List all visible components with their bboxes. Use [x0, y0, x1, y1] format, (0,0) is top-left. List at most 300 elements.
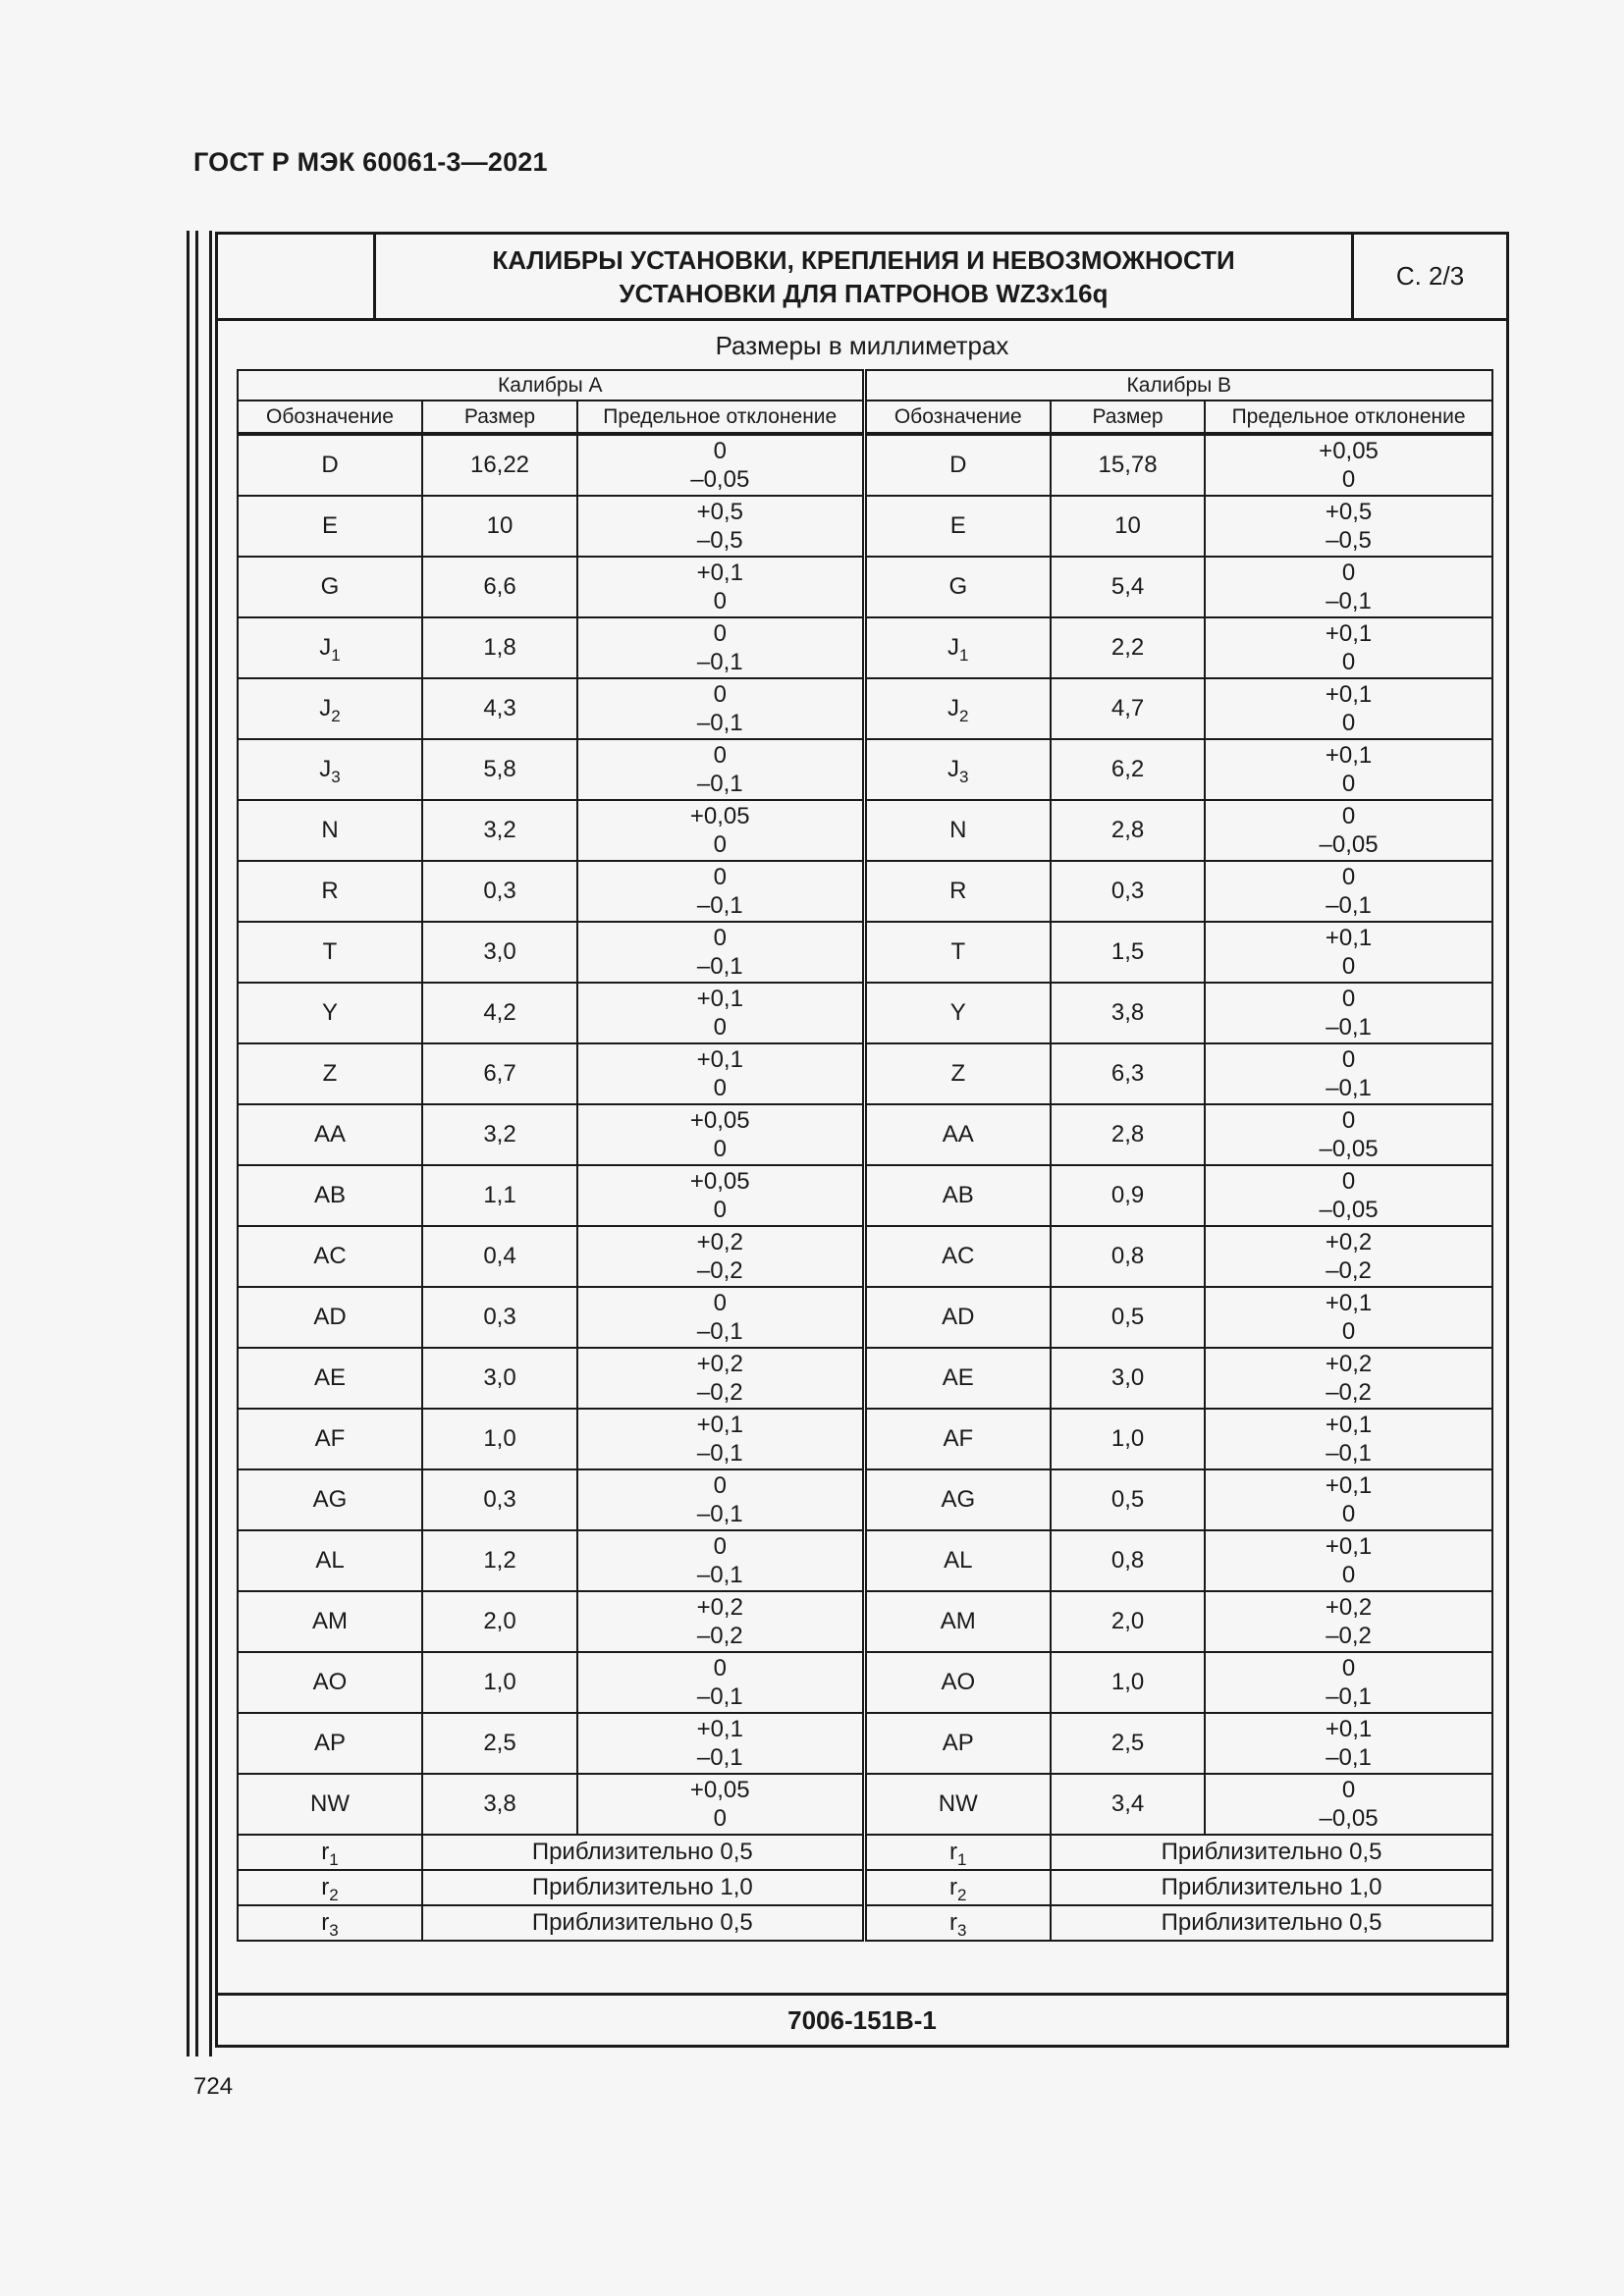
- units-caption: Размеры в миллиметрах: [715, 331, 1009, 360]
- upper-deviation: 0: [713, 620, 727, 647]
- designation-symbol: AD: [942, 1304, 975, 1330]
- designation-cell: [238, 1713, 422, 1774]
- designation-symbol: AD: [313, 1304, 347, 1330]
- designation-symbol: AL: [944, 1547, 973, 1574]
- tolerance-cell: [1205, 1226, 1492, 1287]
- tolerance-cell: [1205, 1348, 1492, 1409]
- radius-value-b: Приблизительно 0,5: [1051, 1905, 1492, 1941]
- tolerance-cell: [1205, 922, 1492, 983]
- table-row: [238, 922, 1492, 983]
- designation-symbol: D: [949, 452, 967, 478]
- designation-symbol: J: [947, 756, 960, 782]
- designation-symbol: T: [322, 938, 338, 965]
- designation-subscript: 2: [329, 1886, 339, 1904]
- upper-deviation: +0,1: [1325, 1533, 1373, 1560]
- size-cell-b: 5,4: [1051, 557, 1205, 617]
- size-cell-b: 2,8: [1051, 800, 1205, 861]
- tolerance-cell: [1205, 1165, 1492, 1226]
- designation-cell: [238, 1043, 422, 1104]
- lower-deviation: –0,1: [1326, 1440, 1372, 1467]
- tolerance-cell: [577, 1713, 864, 1774]
- designation-cell: [864, 1226, 1051, 1287]
- designation-cell: [238, 1774, 422, 1835]
- binding-margin-lines: [187, 231, 212, 2056]
- lower-deviation: –0,2: [1326, 1379, 1372, 1406]
- size-cell-b: 2,2: [1051, 617, 1205, 678]
- designation-cell: [238, 557, 422, 617]
- radius-value-b: Приблизительно 1,0: [1051, 1870, 1492, 1905]
- table-row: [238, 861, 1492, 922]
- size-cell-a: 4,3: [422, 678, 577, 739]
- lower-deviation: 0: [1341, 1501, 1356, 1527]
- page-number: 724: [193, 2073, 234, 2100]
- tolerance-cell: [1205, 1713, 1492, 1774]
- designation-cell: [864, 1652, 1051, 1713]
- upper-deviation: +0,1: [1325, 1472, 1373, 1499]
- tolerance-cell: [1205, 1652, 1492, 1713]
- tolerance-cell: [1205, 678, 1492, 739]
- document-header: ГОСТ Р МЭК 60061-3—2021: [193, 147, 548, 177]
- designation-subscript: 1: [331, 646, 341, 665]
- designation-cell: [864, 1530, 1051, 1591]
- designation-symbol: AO: [941, 1669, 976, 1695]
- size-cell-b: 2,0: [1051, 1591, 1205, 1652]
- upper-deviation: +0,2: [696, 1229, 743, 1255]
- upper-deviation: 0: [713, 681, 727, 708]
- size-cell-a: 10: [422, 496, 577, 557]
- upper-deviation: 0: [1341, 1046, 1356, 1073]
- size-cell-a: 1,8: [422, 617, 577, 678]
- table-row: [238, 739, 1492, 800]
- lower-deviation: –0,1: [1326, 892, 1372, 919]
- table-row: [238, 496, 1492, 557]
- table-row: [238, 1348, 1492, 1409]
- designation-cell: [238, 861, 422, 922]
- designation-cell: [864, 1835, 1051, 1870]
- designation-symbol: AG: [941, 1486, 976, 1513]
- tolerance-cell: [1205, 1104, 1492, 1165]
- designation-symbol: J: [319, 634, 332, 661]
- upper-deviation: 0: [713, 1655, 727, 1682]
- size-cell-a: 1,2: [422, 1530, 577, 1591]
- designation-cell: [238, 739, 422, 800]
- size-cell-b: 3,4: [1051, 1774, 1205, 1835]
- size-cell-a: 1,0: [422, 1409, 577, 1469]
- designation-symbol: J: [319, 756, 332, 782]
- upper-deviation: 0: [713, 1472, 727, 1499]
- size-cell-a: 1,0: [422, 1652, 577, 1713]
- upper-deviation: 0: [713, 742, 727, 769]
- designation-symbol: r: [949, 1909, 958, 1936]
- tolerance-cell: [577, 1043, 864, 1104]
- table-row: [238, 1652, 1492, 1713]
- size-cell-b: 6,2: [1051, 739, 1205, 800]
- table-row: [238, 1469, 1492, 1530]
- designation-symbol: T: [950, 938, 966, 965]
- upper-deviation: +0,05: [689, 1107, 750, 1134]
- designation-symbol: AO: [312, 1669, 348, 1695]
- lower-deviation: –0,1: [696, 710, 743, 736]
- size-cell-a: 0,3: [422, 1469, 577, 1530]
- designation-symbol: N: [321, 817, 339, 843]
- designation-subscript: 3: [329, 1921, 339, 1940]
- size-cell-a: 3,2: [422, 1104, 577, 1165]
- column-header-designation-a: Обозначение: [238, 400, 422, 434]
- designation-symbol: AP: [942, 1730, 974, 1756]
- table-row: [238, 1774, 1492, 1835]
- table-row: [238, 1226, 1492, 1287]
- title-block: [218, 235, 1506, 321]
- radius-row: [238, 1870, 1492, 1905]
- designation-symbol: Z: [322, 1060, 338, 1087]
- designation-cell: [864, 800, 1051, 861]
- designation-cell: [864, 1905, 1051, 1941]
- designation-symbol: AE: [942, 1364, 974, 1391]
- lower-deviation: 0: [713, 1136, 727, 1162]
- tolerance-cell: [577, 1652, 864, 1713]
- tolerance-cell: [577, 1348, 864, 1409]
- tolerance-cell: [577, 1287, 864, 1348]
- designation-cell: [238, 1287, 422, 1348]
- upper-deviation: 0: [1341, 986, 1356, 1012]
- size-cell-a: 0,3: [422, 861, 577, 922]
- designation-cell: [238, 1348, 422, 1409]
- lower-deviation: –0,1: [696, 649, 743, 675]
- tolerance-cell: [1205, 434, 1492, 496]
- upper-deviation: +0,05: [1319, 438, 1379, 464]
- designation-subscript: 2: [959, 707, 969, 725]
- tolerance-cell: [577, 1104, 864, 1165]
- tolerance-cell: [577, 861, 864, 922]
- size-cell-b: 0,3: [1051, 861, 1205, 922]
- table-row: [238, 1165, 1492, 1226]
- designation-symbol: AC: [942, 1243, 975, 1269]
- size-cell-a: 6,6: [422, 557, 577, 617]
- designation-subscript: 1: [957, 1850, 967, 1869]
- tolerance-cell: [1205, 739, 1492, 800]
- lower-deviation: –0,1: [696, 1744, 743, 1771]
- column-header-size-a: Размер: [422, 400, 577, 434]
- sheet-title: [376, 235, 1354, 318]
- table-row: [238, 617, 1492, 678]
- lower-deviation: 0: [713, 831, 727, 858]
- tolerance-cell: [577, 739, 864, 800]
- lower-deviation: –0,2: [696, 1257, 743, 1284]
- upper-deviation: 0: [1341, 803, 1356, 829]
- size-cell-a: 0,3: [422, 1287, 577, 1348]
- sheet-code: 7006-151B-1: [218, 1993, 1506, 2045]
- designation-cell: [238, 617, 422, 678]
- designation-subscript: 2: [957, 1886, 967, 1904]
- size-cell-b: 1,0: [1051, 1652, 1205, 1713]
- designation-cell: [238, 1104, 422, 1165]
- designation-cell: [864, 861, 1051, 922]
- designation-symbol: G: [320, 573, 340, 600]
- standard-sheet: [215, 232, 1509, 2048]
- radius-value-b: Приблизительно 0,5: [1051, 1835, 1492, 1870]
- designation-symbol: J: [319, 695, 332, 721]
- designation-symbol: AF: [943, 1425, 974, 1452]
- tolerance-cell: [577, 496, 864, 557]
- tolerance-cell: [577, 983, 864, 1043]
- designation-cell: [238, 434, 422, 496]
- tolerance-cell: [1205, 1409, 1492, 1469]
- designation-symbol: NW: [938, 1790, 978, 1817]
- designation-cell: [238, 1409, 422, 1469]
- size-cell-b: 15,78: [1051, 434, 1205, 496]
- upper-deviation: +0,2: [696, 1351, 743, 1377]
- tolerance-cell: [577, 1591, 864, 1652]
- designation-cell: [864, 496, 1051, 557]
- lower-deviation: –0,1: [696, 1562, 743, 1588]
- designation-subscript: 2: [331, 707, 341, 725]
- designation-symbol: R: [949, 878, 967, 904]
- tolerance-cell: [577, 800, 864, 861]
- upper-deviation: +0,2: [1325, 1351, 1373, 1377]
- lower-deviation: –0,05: [1319, 1136, 1379, 1162]
- designation-subscript: 3: [331, 768, 341, 786]
- size-cell-a: 2,0: [422, 1591, 577, 1652]
- designation-cell: [238, 922, 422, 983]
- upper-deviation: 0: [713, 1290, 727, 1316]
- upper-deviation: 0: [1341, 560, 1356, 586]
- size-cell-a: 5,8: [422, 739, 577, 800]
- title-left-cell: [218, 235, 376, 318]
- upper-deviation: +0,1: [696, 1716, 743, 1742]
- upper-deviation: 0: [713, 864, 727, 890]
- size-cell-a: 3,0: [422, 1348, 577, 1409]
- table-row: [238, 1104, 1492, 1165]
- tolerance-cell: [577, 1165, 864, 1226]
- upper-deviation: 0: [713, 438, 727, 464]
- designation-cell: [238, 1905, 422, 1941]
- lower-deviation: 0: [1341, 1318, 1356, 1345]
- lower-deviation: 0: [1341, 649, 1356, 675]
- designation-cell: [864, 1591, 1051, 1652]
- designation-cell: [238, 1226, 422, 1287]
- lower-deviation: –0,1: [696, 771, 743, 797]
- lower-deviation: –0,2: [1326, 1623, 1372, 1649]
- lower-deviation: –0,1: [1326, 1683, 1372, 1710]
- tolerance-cell: [577, 434, 864, 496]
- designation-cell: [238, 1591, 422, 1652]
- upper-deviation: +0,1: [696, 1046, 743, 1073]
- upper-deviation: +0,5: [696, 499, 743, 525]
- designation-subscript: 1: [329, 1850, 339, 1869]
- size-cell-b: 10: [1051, 496, 1205, 557]
- designation-symbol: E: [321, 512, 338, 539]
- tolerance-cell: [1205, 983, 1492, 1043]
- table-row: [238, 1409, 1492, 1469]
- radius-row: [238, 1905, 1492, 1941]
- tolerance-cell: [577, 1409, 864, 1469]
- lower-deviation: –0,1: [696, 953, 743, 980]
- upper-deviation: 0: [1341, 1777, 1356, 1803]
- tolerance-cell: [1205, 1591, 1492, 1652]
- designation-symbol: R: [321, 878, 339, 904]
- tolerance-cell: [1205, 496, 1492, 557]
- size-cell-b: 0,8: [1051, 1226, 1205, 1287]
- tolerance-cell: [1205, 1469, 1492, 1530]
- sheet-title-line-1: КАЛИБРЫ УСТАНОВКИ, КРЕПЛЕНИЯ И НЕВОЗМОЖНОСТИ: [492, 244, 1235, 275]
- tolerance-cell: [577, 678, 864, 739]
- group-header-gauges-b: Калибры B: [864, 370, 1492, 400]
- tolerance-cell: [1205, 861, 1492, 922]
- designation-symbol: E: [949, 512, 966, 539]
- lower-deviation: –0,05: [1319, 1197, 1379, 1223]
- lower-deviation: –0,1: [696, 1318, 743, 1345]
- lower-deviation: 0: [713, 1197, 727, 1223]
- lower-deviation: –0,1: [1326, 1744, 1372, 1771]
- upper-deviation: +0,1: [1325, 620, 1373, 647]
- upper-deviation: 0: [1341, 1655, 1356, 1682]
- sheet-page-indicator: С. 2/3: [1395, 261, 1465, 291]
- designation-cell: [238, 800, 422, 861]
- designation-cell: [238, 1469, 422, 1530]
- lower-deviation: 0: [1341, 710, 1356, 736]
- designation-symbol: AF: [314, 1425, 346, 1452]
- lower-deviation: –0,1: [696, 892, 743, 919]
- designation-symbol: J: [947, 634, 960, 661]
- column-header-size-b: Размер: [1051, 400, 1205, 434]
- lower-deviation: –0,2: [1326, 1257, 1372, 1284]
- designation-cell: [864, 1348, 1051, 1409]
- size-cell-b: 0,5: [1051, 1469, 1205, 1530]
- upper-deviation: +0,1: [1325, 681, 1373, 708]
- designation-symbol: AM: [312, 1608, 348, 1634]
- column-header-designation-b: Обозначение: [864, 400, 1051, 434]
- designation-symbol: r: [949, 1874, 958, 1900]
- designation-cell: [864, 434, 1051, 496]
- tolerance-cell: [1205, 557, 1492, 617]
- lower-deviation: 0: [1341, 466, 1356, 493]
- group-header-gauges-a: Калибры A: [238, 370, 864, 400]
- designation-cell: [864, 1287, 1051, 1348]
- upper-deviation: +0,2: [1325, 1229, 1373, 1255]
- size-cell-a: 6,7: [422, 1043, 577, 1104]
- designation-cell: [864, 557, 1051, 617]
- lower-deviation: –0,1: [696, 1683, 743, 1710]
- upper-deviation: 0: [713, 1533, 727, 1560]
- radius-value-a: Приблизительно 0,5: [422, 1905, 864, 1941]
- lower-deviation: 0: [1341, 1562, 1356, 1588]
- dimension-rows: [238, 434, 1492, 1835]
- tolerance-cell: [577, 557, 864, 617]
- designation-cell: [238, 1835, 422, 1870]
- upper-deviation: +0,1: [1325, 925, 1373, 951]
- designation-symbol: D: [321, 452, 339, 478]
- lower-deviation: –0,5: [696, 527, 743, 554]
- upper-deviation: +0,5: [1325, 499, 1373, 525]
- lower-deviation: 0: [1341, 953, 1356, 980]
- designation-symbol: AL: [315, 1547, 345, 1574]
- designation-symbol: AM: [940, 1608, 976, 1634]
- size-cell-b: 0,9: [1051, 1165, 1205, 1226]
- tolerance-cell: [1205, 1043, 1492, 1104]
- table-row: [238, 557, 1492, 617]
- size-cell-a: 3,2: [422, 800, 577, 861]
- lower-deviation: –0,1: [696, 1440, 743, 1467]
- radius-row: [238, 1835, 1492, 1870]
- tolerance-cell: [1205, 617, 1492, 678]
- upper-deviation: +0,1: [1325, 1716, 1373, 1742]
- size-cell-b: 2,5: [1051, 1713, 1205, 1774]
- designation-symbol: AB: [942, 1182, 974, 1208]
- size-cell-b: 3,8: [1051, 983, 1205, 1043]
- size-cell-a: 16,22: [422, 434, 577, 496]
- size-cell-a: 3,0: [422, 922, 577, 983]
- designation-cell: [238, 983, 422, 1043]
- size-cell-b: 2,8: [1051, 1104, 1205, 1165]
- designation-symbol: AA: [942, 1121, 974, 1148]
- size-cell-a: 1,1: [422, 1165, 577, 1226]
- lower-deviation: –0,1: [1326, 588, 1372, 614]
- upper-deviation: +0,1: [696, 560, 743, 586]
- designation-symbol: r: [321, 1839, 330, 1865]
- lower-deviation: 0: [713, 1075, 727, 1101]
- designation-cell: [864, 983, 1051, 1043]
- tolerance-cell: [577, 922, 864, 983]
- designation-cell: [864, 1870, 1051, 1905]
- designation-cell: [864, 1165, 1051, 1226]
- designation-symbol: r: [321, 1909, 330, 1936]
- upper-deviation: +0,1: [696, 1412, 743, 1438]
- size-cell-b: 0,8: [1051, 1530, 1205, 1591]
- lower-deviation: –0,05: [690, 466, 750, 493]
- size-cell-a: 0,4: [422, 1226, 577, 1287]
- tolerance-cell: [1205, 1287, 1492, 1348]
- lower-deviation: –0,05: [1319, 831, 1379, 858]
- designation-subscript: 3: [957, 1921, 967, 1940]
- tolerance-cell: [577, 1226, 864, 1287]
- upper-deviation: +0,1: [1325, 742, 1373, 769]
- designation-symbol: AA: [313, 1121, 346, 1148]
- lower-deviation: 0: [713, 588, 727, 614]
- designation-cell: [864, 922, 1051, 983]
- designation-symbol: AB: [313, 1182, 346, 1208]
- lower-deviation: 0: [713, 1014, 727, 1041]
- designation-symbol: Y: [949, 999, 966, 1026]
- size-cell-a: 3,8: [422, 1774, 577, 1835]
- table-row: [238, 1287, 1492, 1348]
- size-cell-a: 4,2: [422, 983, 577, 1043]
- designation-cell: [864, 1104, 1051, 1165]
- designation-cell: [238, 1652, 422, 1713]
- designation-symbol: Z: [950, 1060, 966, 1087]
- designation-cell: [864, 1043, 1051, 1104]
- tolerance-cell: [577, 617, 864, 678]
- designation-cell: [238, 496, 422, 557]
- designation-cell: [864, 1469, 1051, 1530]
- radius-rows: [238, 1835, 1492, 1941]
- table-row: [238, 983, 1492, 1043]
- designation-subscript: 3: [959, 768, 969, 786]
- designation-symbol: J: [947, 695, 960, 721]
- table-row: [238, 434, 1492, 496]
- upper-deviation: 0: [1341, 864, 1356, 890]
- size-cell-b: 1,0: [1051, 1409, 1205, 1469]
- lower-deviation: –0,5: [1326, 527, 1372, 554]
- designation-cell: [238, 1530, 422, 1591]
- lower-deviation: –0,1: [1326, 1014, 1372, 1041]
- designation-cell: [864, 1774, 1051, 1835]
- size-cell-b: 1,5: [1051, 922, 1205, 983]
- size-cell-b: 4,7: [1051, 678, 1205, 739]
- designation-symbol: AG: [312, 1486, 348, 1513]
- designation-symbol: r: [949, 1839, 958, 1865]
- upper-deviation: +0,1: [1325, 1290, 1373, 1316]
- size-cell-b: 6,3: [1051, 1043, 1205, 1104]
